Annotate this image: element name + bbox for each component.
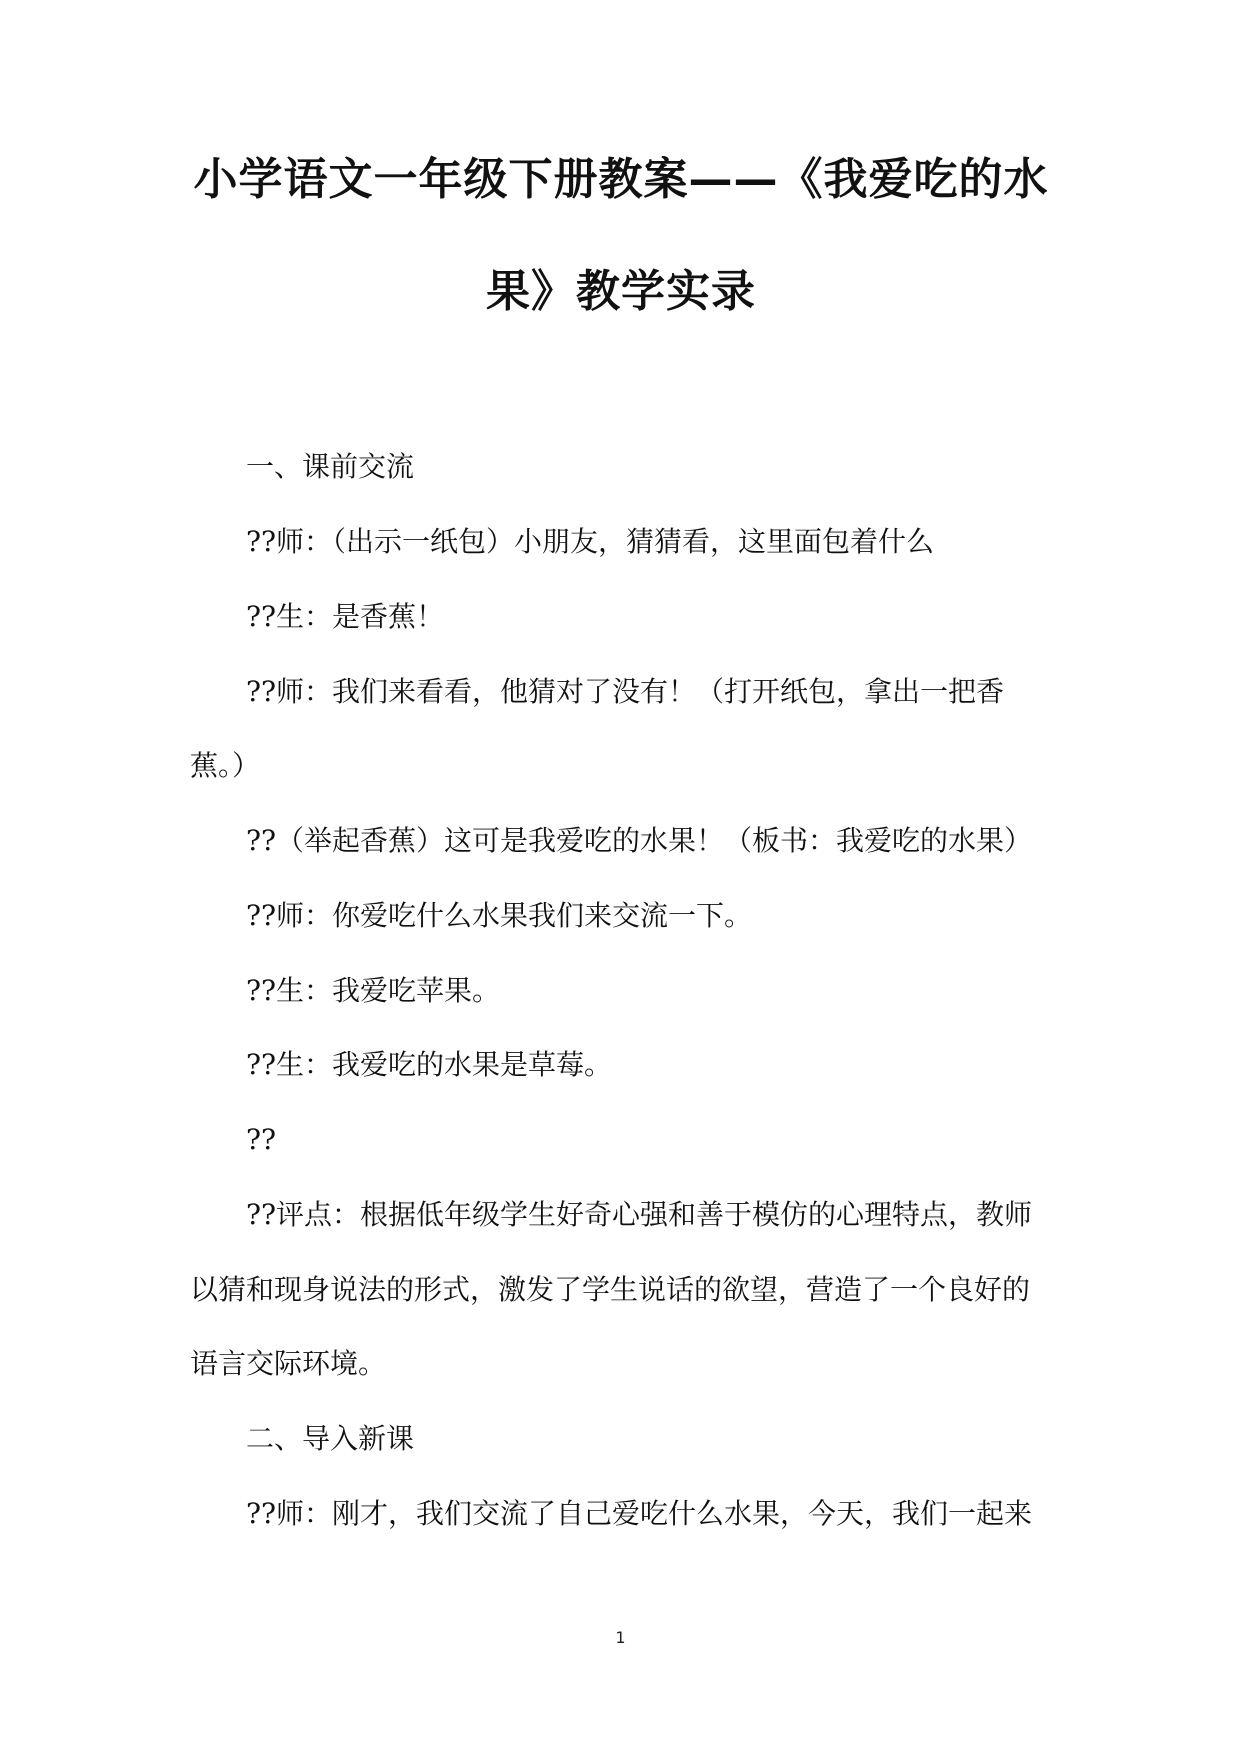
paragraph: ??师：我们来看看，他猜对了没有！（打开纸包，拿出一把香 <box>246 675 1005 708</box>
document-title-line-2: 果》教学实录 <box>486 266 756 317</box>
paragraph-continuation: 蕉。） <box>190 749 261 782</box>
page-number: 1 <box>615 1628 626 1647</box>
comment-paragraph-continuation: 以猜和现身说法的形式，激发了学生说话的欲望，营造了一个良好的 <box>190 1273 1031 1306</box>
comment-paragraph: ??评点：根据低年级学生好奇心强和善于模仿的心理特点，教师 <box>246 1198 1033 1231</box>
paragraph: ??师：你爱吃什么水果我们来交流一下。 <box>246 899 753 932</box>
paragraph: ??生：我爱吃苹果。 <box>246 974 501 1007</box>
section-heading: 二、导入新课 <box>246 1422 415 1455</box>
paragraph: ??（举起香蕉）这可是我爱吃的水果！（板书：我爱吃的水果） <box>246 824 1033 857</box>
paragraph: ??生：我爱吃的水果是草莓。 <box>246 1048 613 1081</box>
paragraph: ??生：是香蕉！ <box>246 600 445 633</box>
paragraph: ??师：（出示一纸包）小朋友，猜猜看，这里面包着什么 <box>246 525 935 558</box>
paragraph: ?? <box>246 1123 277 1156</box>
comment-paragraph-continuation: 语言交际环境。 <box>190 1347 387 1380</box>
document-title-line-1: 小学语文一年级下册教案——《我爱吃的水 <box>193 154 1049 205</box>
paragraph: ??师：刚才，我们交流了自己爱吃什么水果，今天，我们一起来 <box>246 1497 1033 1530</box>
section-heading: 一、课前交流 <box>246 450 415 483</box>
